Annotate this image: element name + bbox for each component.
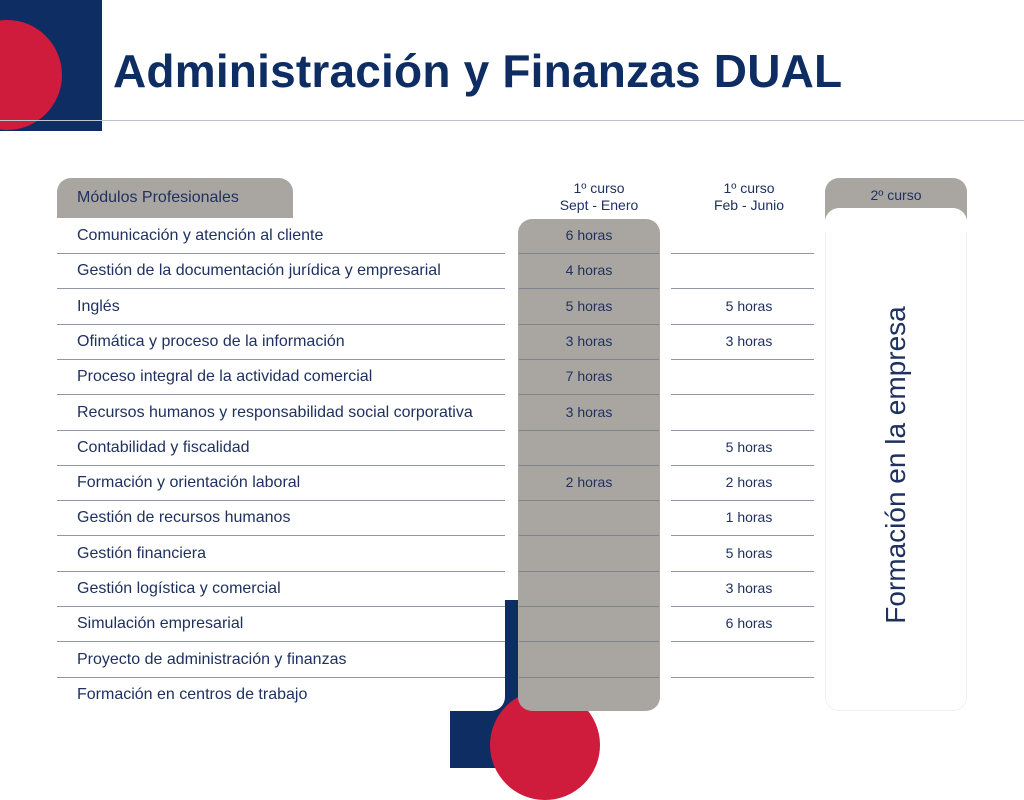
column-3-header [825,178,967,220]
hours-first-semester: 2 horas [565,474,613,491]
hours-second-semester: 3 horas [725,332,773,349]
module-name: Recursos humanos y responsabilidad social corporativa [77,403,473,421]
title-divider [0,120,1024,121]
table-row [57,219,814,254]
table-row [57,325,814,360]
column-1-header-label: 1º curso Sept - Enero [559,180,639,213]
table-row [57,678,814,713]
module-name: Formación y orientación laboral [77,474,301,492]
table-row [57,501,814,536]
module-name: Gestión financiera [77,544,206,562]
column-3-body-label: Formación en la empresa [880,306,911,624]
hours-second-semester: 1 horas [725,509,773,526]
hours-first-semester: 6 horas [565,227,613,243]
table-row [57,254,814,289]
hours-second-semester: 5 horas [725,297,773,314]
table-row [57,537,814,572]
module-name: Proyecto de administración y finanzas [77,650,347,668]
module-name: Contabilidad y fiscalidad [77,438,250,456]
hours-second-semester: 3 horas [725,580,773,596]
column-3-header-label: 2º curso [870,187,922,203]
hours-second-semester: 5 horas [725,438,773,455]
module-name: Gestión logística y comercial [77,580,281,597]
module-name: Proceso integral de la actividad comercial [77,368,373,386]
module-name: Ofimática y proceso de la información [77,332,345,350]
hours-second-semester: 6 horas [725,615,773,632]
table-row [57,360,814,395]
hours-first-semester: 3 horas [565,332,613,349]
table-row [57,466,814,501]
hours-second-semester: 2 horas [725,474,773,491]
column-2-header-label: 1º curso Feb - Junio [713,180,785,213]
table-row [57,396,814,431]
modules-header [57,178,293,218]
module-name: Gestión de recursos humanos [77,509,291,527]
module-name: Gestión de la documentación jurídica y empresarial [77,262,441,280]
modules-header-label: Módulos Profesionales [77,189,239,206]
table-row [57,431,814,466]
module-name: Simulación empresarial [77,615,244,633]
module-name: Formación en centros de trabajo [77,685,308,703]
column-2-header [674,180,824,214]
hours-first-semester: 7 horas [565,368,613,385]
module-name: Comunicación y atención al cliente [77,227,324,244]
hours-second-semester: 5 horas [725,544,773,561]
table-row [57,643,814,678]
table-row [57,607,814,642]
hours-first-semester: 4 horas [565,262,613,279]
page-title: Administración y Finanzas DUAL [113,45,843,97]
column-1-header [524,180,674,214]
hours-first-semester: 3 horas [565,403,613,420]
module-name: Inglés [77,297,120,315]
table-row [57,572,814,607]
table-row [57,290,814,325]
hours-first-semester: 5 horas [565,297,613,314]
